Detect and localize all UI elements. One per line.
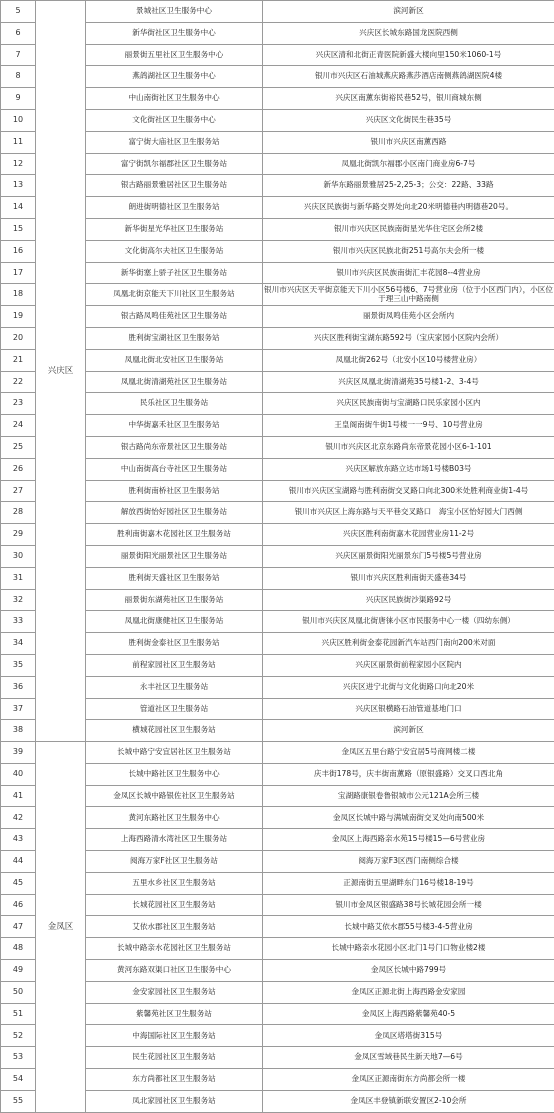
row-number: 35 [1,654,36,676]
row-number: 51 [1,1003,36,1025]
row-number: 9 [1,88,36,110]
row-number: 48 [1,938,36,960]
clinic-name: 五里水乡社区卫生服务站 [86,872,263,894]
clinic-address: 兴庆区清和北街正青医院新盛大楼向里150米1060-1号 [263,44,554,66]
clinic-name: 长城中路社区卫生服务中心 [86,763,263,785]
clinic-address: 兴庆区丽景街前程家园小区院内 [263,654,554,676]
clinic-address: 银川市兴庆区南薰西路 [263,131,554,153]
row-number: 31 [1,567,36,589]
clinic-address: 兴庆区银横路石油管道基地门口 [263,698,554,720]
clinic-name: 紫馨苑社区卫生服务站 [86,1003,263,1025]
clinic-name: 金安家园社区卫生服务站 [86,981,263,1003]
clinic-name: 胜利街南桥社区卫生服务站 [86,480,263,502]
clinic-address: 滨河新区 [263,1,554,23]
clinic-address: 兴庆区南薰东街裕民巷52号，银川商城东侧 [263,88,554,110]
clinic-name: 前程家园社区卫生服务站 [86,654,263,676]
clinic-name: 凤凰北街康健社区卫生服务站 [86,611,263,633]
table-row [1,742,554,764]
clinic-address: 兴庆区民族街沙渠路92号 [263,589,554,611]
clinic-name: 富宁街大庙社区卫生服务站 [86,131,263,153]
clinic-name: 管道社区卫生服务站 [86,698,263,720]
row-number: 44 [1,851,36,873]
row-number: 5 [1,1,36,23]
row-number: 50 [1,981,36,1003]
clinic-address: 正源南街五里湖畔东门16号楼18-19号 [263,872,554,894]
clinic-address: 金凤区长城中路799号 [263,960,554,982]
clinic-name: 景城社区卫生服务中心 [86,1,263,23]
row-number: 52 [1,1025,36,1047]
clinic-name: 新华街星光华社区卫生服务站 [86,218,263,240]
clinic-address: 凤凰北街凯尔福郡小区南门商业房6-7号 [263,153,554,175]
row-number: 14 [1,197,36,219]
clinic-name: 中山南街社区卫生服务中心 [86,88,263,110]
clinic-address: 金凤区正源南街东方尚都会所一楼 [263,1069,554,1091]
clinic-name: 凤凰北街北安社区卫生服务站 [86,349,263,371]
clinic-name: 黄河东路双渠口社区卫生服务中心 [86,960,263,982]
row-number: 10 [1,109,36,131]
clinic-name: 中山南街高台寺社区卫生服务站 [86,458,263,480]
row-number: 15 [1,218,36,240]
clinic-name: 文化街社区卫生服务中心 [86,109,263,131]
row-number: 27 [1,480,36,502]
clinic-name: 丽景街东湖苑社区卫生服务站 [86,589,263,611]
clinic-address: 银川市金凤区银盛路38号长城花园会所一楼 [263,894,554,916]
row-number: 17 [1,262,36,284]
clinic-name: 黄河东路社区卫生服务中心 [86,807,263,829]
row-number: 40 [1,763,36,785]
row-number: 46 [1,894,36,916]
clinic-name: 丽景街阳光丽景社区卫生服务站 [86,545,263,567]
row-number: 8 [1,66,36,88]
clinic-address: 银川市兴庆区民族南街汇丰花园8--4营业房 [263,262,554,284]
clinic-name: 阅海万家F社区卫生服务站 [86,851,263,873]
clinic-name: 胜利街金泰社区卫生服务站 [86,633,263,655]
clinic-name: 文化街高尔夫社区卫生服务站 [86,240,263,262]
row-number: 19 [1,306,36,328]
clinic-name: 新华街塞上骄子社区卫生服务站 [86,262,263,284]
clinic-address: 兴庆区进宁北街与文化街路口向北20米 [263,676,554,698]
clinic-address: 兴庆区凤凰北街清湖苑35号楼1-2、3-4号 [263,371,554,393]
clinic-address: 兴庆区民族街与新华路交界处向北20米明德巷内明德巷20号。 [263,197,554,219]
clinic-name: 永丰社区卫生服务站 [86,676,263,698]
clinic-name: 凤北家园社区卫生服务站 [86,1090,263,1112]
clinic-address: 凤凰北街262号（北安小区10号楼营业房） [263,349,554,371]
clinic-address: 金凤区塔塔街315号 [263,1025,554,1047]
clinic-name: 胜利南街嘉木花园社区卫生服务站 [86,524,263,546]
district-cell: 金凤区 [36,742,86,1113]
row-number: 16 [1,240,36,262]
clinic-address: 长城中路艾依水郡55号楼3-4-5营业房 [263,916,554,938]
clinic-name: 胜利街宝湖社区卫生服务站 [86,327,263,349]
row-number: 47 [1,916,36,938]
clinic-name: 胜利街天盛社区卫生服务站 [86,567,263,589]
row-number: 41 [1,785,36,807]
clinic-address: 兴庆区胜利街金泰花园新汽车站西门南向200米对面 [263,633,554,655]
row-number: 33 [1,611,36,633]
row-number: 13 [1,175,36,197]
row-number: 28 [1,502,36,524]
clinic-name: 金凤区长城中路银佐社区卫生服务站 [86,785,263,807]
clinic-name: 新华街社区卫生服务中心 [86,22,263,44]
clinic-address: 兴庆区胜利街宝湖东路592号（宝庆家园小区院内会所） [263,327,554,349]
clinic-address: 金凤区上海西路亲水苑15号楼15—6号营业房 [263,829,554,851]
clinic-name: 凤凰北街清湖苑社区卫生服务站 [86,371,263,393]
clinic-name: 中海国际社区卫生服务站 [86,1025,263,1047]
clinic-address: 兴庆区长城东路国龙医院西侧 [263,22,554,44]
clinic-name: 富宁街凯尔福郡社区卫生服务站 [86,153,263,175]
row-number: 18 [1,284,36,306]
clinic-name: 长城中路宁安宜居社区卫生服务站 [86,742,263,764]
clinic-address: 银川市兴庆区上海东路与天平巷交叉路口 海宝小区怡好园大门西侧 [263,502,554,524]
clinic-address: 银川市兴庆区民族北街251号高尔夫会所一楼 [263,240,554,262]
clinic-address: 银川市兴庆区天平街京能天下川小区56号楼6、7号营业房（位于小区西门内），小区位于理三山中路南侧 [263,284,554,306]
row-number: 21 [1,349,36,371]
clinic-name: 横城花园社区卫生服务站 [86,720,263,742]
row-number: 25 [1,436,36,458]
clinic-address: 银川市兴庆区民族南街星光华住宅区会所2楼 [263,218,554,240]
clinic-address: 银川市兴庆区石油城燕庆路燕莎酒店南侧燕鸽湖医院4楼 [263,66,554,88]
row-number: 11 [1,131,36,153]
clinic-address: 金凤区雪域巷民生新天地7—6号 [263,1047,554,1069]
clinic-address: 金凤区五里台路宁安宜居5号商网楼二楼 [263,742,554,764]
row-number: 30 [1,545,36,567]
clinic-name: 解放西街怡好园社区卫生服务站 [86,502,263,524]
clinic-address: 银川市兴庆区北京东路尚东帝景花园小区6-1-101 [263,436,554,458]
clinic-name: 艾依水郡社区卫生服务站 [86,916,263,938]
row-number: 55 [1,1090,36,1112]
clinic-name: 银古路丽景雅居社区卫生服务站 [86,175,263,197]
row-number: 7 [1,44,36,66]
row-number: 6 [1,22,36,44]
clinic-address: 银川市兴庆区宝湖路与胜利南街交叉路口向北300米处胜利商业街1-4号 [263,480,554,502]
clinic-address: 滨河新区 [263,720,554,742]
row-number: 12 [1,153,36,175]
clinic-name: 民乐社区卫生服务站 [86,393,263,415]
clinic-address: 新华东路丽景雅居25-2,25-3；公交：22路、33路 [263,175,554,197]
clinic-name: 中华街嘉禾社区卫生服务站 [86,415,263,437]
clinic-name: 民生花园社区卫生服务站 [86,1047,263,1069]
row-number: 29 [1,524,36,546]
clinic-name: 上海西路清水湾社区卫生服务站 [86,829,263,851]
row-number: 39 [1,742,36,764]
clinic-address: 宝湖路康银卷鲁银城市公元121A会所三楼 [263,785,554,807]
row-number: 24 [1,415,36,437]
clinic-address: 丽景街凤鸣佳苑小区会所内 [263,306,554,328]
row-number: 42 [1,807,36,829]
row-number: 32 [1,589,36,611]
clinic-name: 凤凰北街京能天下川社区卫生服务站 [86,284,263,306]
row-number: 49 [1,960,36,982]
clinic-address: 银川市兴庆区凤凰北街唐徕小区市民服务中心一楼（四幼东侧） [263,611,554,633]
row-number: 23 [1,393,36,415]
row-number: 54 [1,1069,36,1091]
clinic-address: 兴庆区解放东路立达市场1号楼B03号 [263,458,554,480]
row-number: 37 [1,698,36,720]
clinic-name: 长城中路亲水花园社区卫生服务站 [86,938,263,960]
clinic-table-body [1,1,554,1113]
clinic-name: 燕鸽湖社区卫生服务中心 [86,66,263,88]
table-row [1,1,554,23]
row-number: 36 [1,676,36,698]
clinic-address: 兴庆区胜利南街嘉木花园营业房11-2号 [263,524,554,546]
row-number: 20 [1,327,36,349]
row-number: 26 [1,458,36,480]
clinic-address: 阅海万家F3区西门南侧综合楼 [263,851,554,873]
clinic-address: 金凤区长城中路与满城南街交叉处向南500米 [263,807,554,829]
clinic-address: 兴庆区民族南街与宝湖路口民乐家园小区内 [263,393,554,415]
clinic-address: 兴庆区丽景街阳光丽景东门5号楼5号营业房 [263,545,554,567]
clinic-name: 银古路尚东帝景社区卫生服务站 [86,436,263,458]
clinic-address: 金凤区正源北街上海西路金安家园 [263,981,554,1003]
clinic-name: 丽景街五里社区卫生服务中心 [86,44,263,66]
row-number: 43 [1,829,36,851]
row-number: 38 [1,720,36,742]
clinic-address: 兴庆区文化街民生巷35号 [263,109,554,131]
clinic-address: 王皇阁南街牛街1号楼一一9号、10号营业房 [263,415,554,437]
clinic-name: 朗进街明德社区卫生服务站 [86,197,263,219]
clinic-name: 长城花园社区卫生服务站 [86,894,263,916]
clinic-address: 金凤区丰登镇新联安置区2-10会所 [263,1090,554,1112]
clinic-address: 庆丰街178号，庆丰街南薰路（原银盛路）交叉口西北角 [263,763,554,785]
clinic-address: 金凤区上海西路紫馨苑40-5 [263,1003,554,1025]
clinic-name: 东方尚都社区卫生服务站 [86,1069,263,1091]
row-number: 53 [1,1047,36,1069]
clinic-name: 银古路凤鸣佳苑社区卫生服务站 [86,306,263,328]
clinic-address: 长城中路亲水花园小区北门1号门口物业楼2楼 [263,938,554,960]
row-number: 34 [1,633,36,655]
row-number: 45 [1,872,36,894]
clinic-address: 银川市兴庆区胜利南街天盛巷34号 [263,567,554,589]
row-number: 22 [1,371,36,393]
district-cell: 兴庆区 [36,1,86,742]
